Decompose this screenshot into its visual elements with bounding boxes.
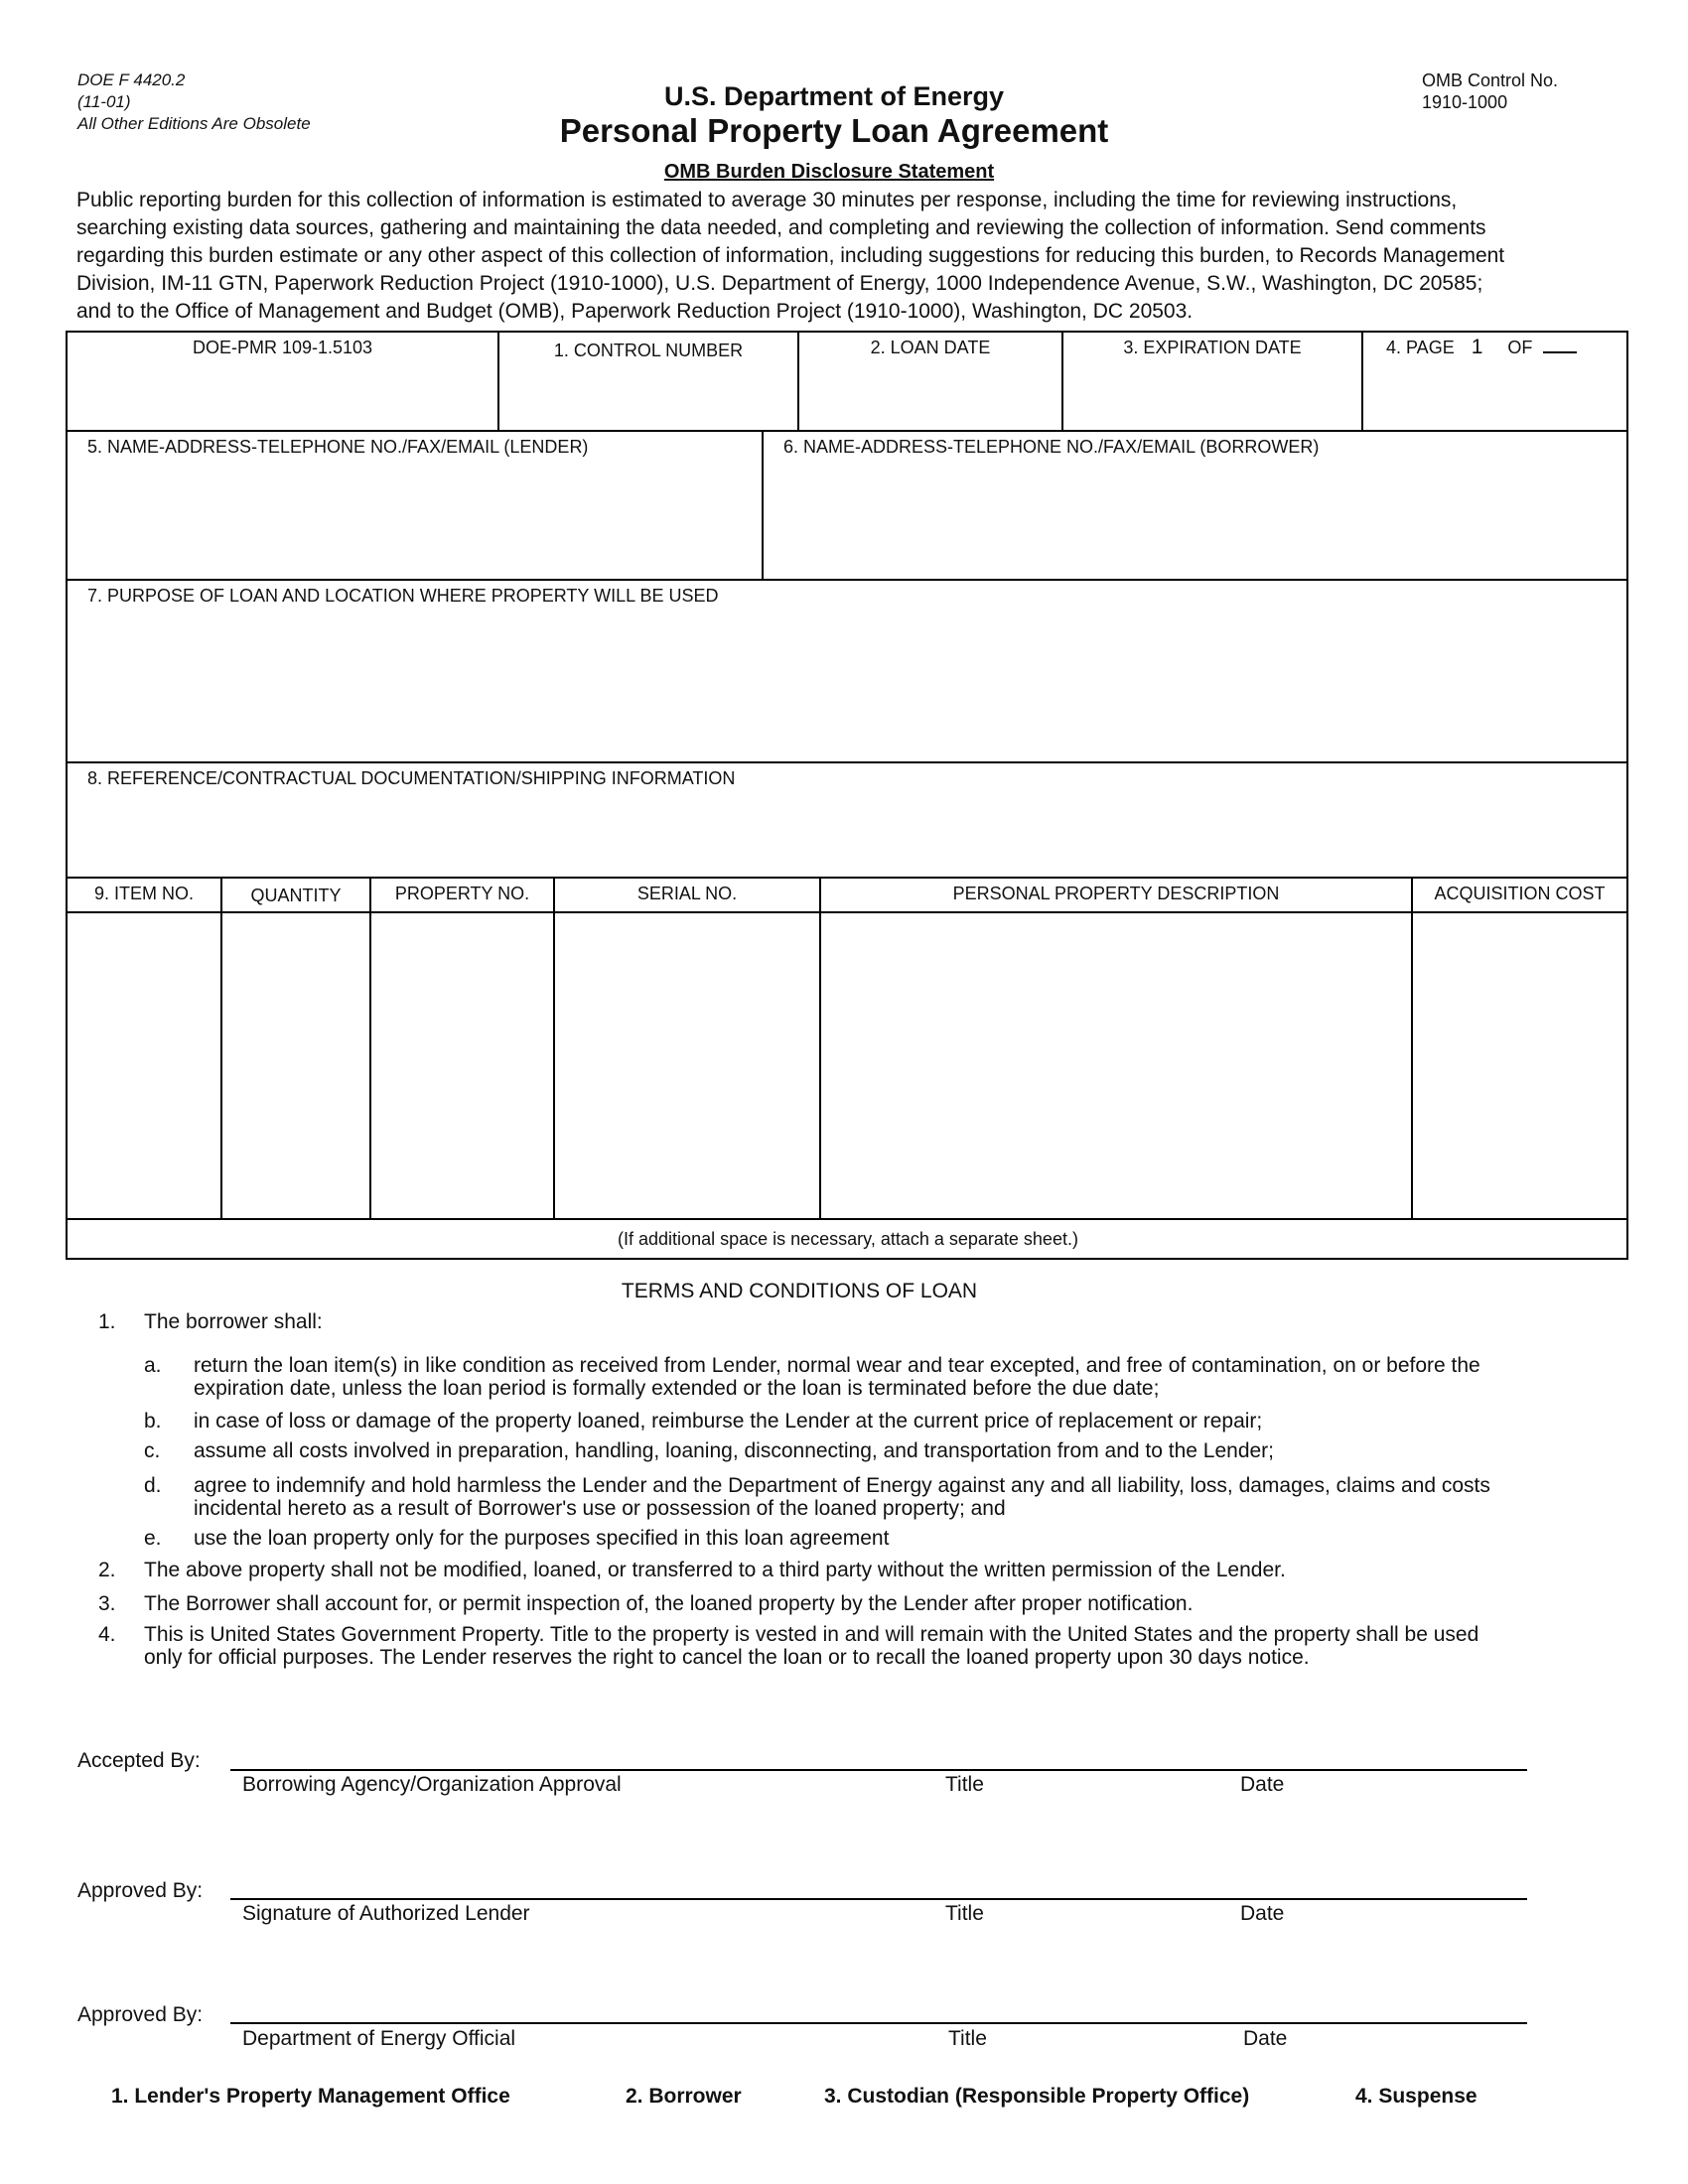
term-line: incidental hereto as a result of Borrower's use or possession of the loaned property; and [194, 1497, 1006, 1520]
column-header-description: PERSONAL PROPERTY DESCRIPTION [952, 884, 1280, 903]
loan-form-grid [66, 331, 1628, 1260]
approved-by-sublabel: Department of Energy Official [242, 2027, 516, 2050]
burden-line: and to the Office of Management and Budget (OMB), Paperwork Reduction Project (1910-1000), Washington, DC 20503. [76, 300, 1194, 323]
divider [553, 877, 555, 1220]
burden-line: Public reporting burden for this collection of information is estimated to average 30 minutes per response, including the time for reviewing instructions, [76, 189, 1458, 211]
borrower-field[interactable]: 6. NAME-ADDRESS-TELEPHONE NO./FAX/EMAIL (BORROWER) [783, 437, 1320, 457]
term-item-b: in case of loss or damage of the property loaned, reimburse the Lender at the current price of replacement or repair; [194, 1410, 1263, 1433]
term-letter: b. [144, 1410, 162, 1433]
accepted-title-label: Title [945, 1773, 984, 1796]
term-line: expiration date, unless the loan period is formally extended or the loan is terminated before the due date; [194, 1377, 1160, 1400]
lender-field[interactable]: 5. NAME-ADDRESS-TELEPHONE NO./FAX/EMAIL (LENDER) [87, 437, 589, 457]
additional-space-note: (If additional space is necessary, attach a separate sheet.) [618, 1229, 1078, 1249]
divider [66, 761, 1628, 763]
term-number: 4. [98, 1623, 116, 1646]
column-header-acquisition-cost: ACQUISITION COST [1434, 884, 1606, 903]
term-number: 1. [98, 1310, 116, 1333]
burden-heading: OMB Burden Disclosure Statement [663, 161, 995, 183]
page-label: 4. PAGE [1386, 338, 1455, 357]
accepted-by-label: Accepted By: [77, 1749, 201, 1772]
lender-signature-line[interactable] [230, 1898, 1527, 1900]
expiration-date-field[interactable]: 3. EXPIRATION DATE [1123, 338, 1302, 357]
terms-heading: TERMS AND CONDITIONS OF LOAN [621, 1280, 978, 1302]
burden-line: regarding this burden estimate or any other aspect of this collection of information, including suggestions for reducing this burden, to Records Management [76, 244, 1505, 267]
doe-pmr-field[interactable]: DOE-PMR 109-1.5103 [192, 338, 373, 357]
term-letter: a. [144, 1354, 162, 1377]
term-number: 3. [98, 1592, 116, 1615]
divider [819, 877, 821, 1220]
term-letter: c. [144, 1439, 161, 1462]
divider [1411, 877, 1413, 1220]
omb-control-label: OMB Control No. [1422, 70, 1559, 90]
obsolete-note: All Other Editions Are Obsolete [77, 114, 311, 133]
approved-by-sublabel: Signature of Authorized Lender [242, 1902, 530, 1925]
page-count-field[interactable] [1386, 336, 1577, 359]
column-header-item-no: 9. ITEM NO. [93, 884, 194, 903]
burden-line: searching existing data sources, gathering and maintaining the data needed, and completing and reviewing the collection of information. Send comments [76, 216, 1486, 239]
page-value: 1 [1471, 336, 1483, 358]
term-line: This is United States Government Property. Title to the property is vested in and will remain with the United States and the property shall be used [144, 1623, 1479, 1646]
total-pages-blank[interactable] [1543, 338, 1577, 353]
divider [66, 877, 1628, 879]
form-number: DOE F 4420.2 [77, 70, 186, 89]
divider [1361, 331, 1363, 432]
term-line: return the loan item(s) in like condition as received from Lender, normal wear and tear excepted, and free of contamination, on or before the [194, 1354, 1480, 1377]
distribution-copy-1: 1. Lender's Property Management Office [111, 2085, 510, 2108]
burden-statement [76, 187, 1625, 326]
divider [66, 579, 1628, 581]
term-item-e: use the loan property only for the purposes specified in this loan agreement [194, 1527, 890, 1550]
distribution-copy-2: 2. Borrower [626, 2085, 742, 2108]
approved-by-label: Approved By: [77, 2003, 204, 2026]
of-label: OF [1507, 338, 1533, 357]
column-header-quantity: QUANTITY [250, 886, 342, 905]
loan-date-field[interactable]: 2. LOAN DATE [870, 338, 991, 357]
accepted-date-label: Date [1240, 1773, 1285, 1796]
term-item-2: The above property shall not be modified, loaned, or transferred to a third party without the written permission of the Lender. [144, 1559, 1286, 1581]
page-title: Personal Property Loan Agreement [559, 112, 1109, 149]
divider [220, 877, 222, 1220]
term-letter: e. [144, 1527, 162, 1550]
divider [66, 911, 1628, 913]
divider [762, 430, 764, 581]
term-item-1: The borrower shall: [144, 1310, 323, 1333]
term-letter: d. [144, 1474, 162, 1497]
approved-by-label: Approved By: [77, 1879, 204, 1902]
column-header-serial-no: SERIAL NO. [636, 884, 738, 903]
term-item-c: assume all costs involved in preparation, handling, loaning, disconnecting, and transportation from and to the Lender; [194, 1439, 1275, 1462]
accepted-signature-line[interactable] [230, 1769, 1527, 1771]
official-title-label: Title [948, 2027, 987, 2050]
agency-name: U.S. Department of Energy [663, 81, 1005, 111]
term-item-d [194, 1474, 1490, 1520]
control-number-field[interactable]: 1. CONTROL NUMBER [553, 341, 744, 360]
burden-line: Division, IM-11 GTN, Paperwork Reduction Project (1910-1000), U.S. Department of Energy, 1000 Independence Avenue, S.W., Washington, DC 20585; [76, 272, 1483, 295]
term-item-a [194, 1354, 1480, 1400]
approved-title-label: Title [945, 1902, 984, 1925]
form-date: (11-01) [77, 92, 131, 111]
approved-date-label: Date [1240, 1902, 1285, 1925]
term-line: agree to indemnify and hold harmless the Lender and the Department of Energy against any and all liability, loss, damages, claims and costs [194, 1474, 1490, 1497]
official-date-label: Date [1243, 2027, 1288, 2050]
doe-official-signature-line[interactable] [230, 2022, 1527, 2024]
omb-control-number: 1910-1000 [1422, 92, 1508, 112]
column-header-property-no: PROPERTY NO. [394, 884, 530, 903]
divider [66, 430, 1628, 432]
distribution-copy-3: 3. Custodian (Responsible Property Office) [824, 2085, 1250, 2108]
divider [66, 1218, 1628, 1220]
accepted-by-sublabel: Borrowing Agency/Organization Approval [242, 1773, 622, 1796]
purpose-field[interactable]: 7. PURPOSE OF LOAN AND LOCATION WHERE PROPERTY WILL BE USED [87, 586, 719, 606]
term-item-3: The Borrower shall account for, or permit inspection of, the loaned property by the Lender after proper notification. [144, 1592, 1194, 1615]
term-item-4 [144, 1623, 1478, 1669]
distribution-copy-4: 4. Suspense [1355, 2085, 1477, 2108]
term-line: only for official purposes. The Lender reserves the right to cancel the loan or to recall the loaned property upon 30 days notice. [144, 1646, 1310, 1669]
reference-field[interactable]: 8. REFERENCE/CONTRACTUAL DOCUMENTATION/SHIPPING INFORMATION [87, 768, 736, 788]
divider [369, 877, 371, 1220]
term-number: 2. [98, 1559, 116, 1581]
